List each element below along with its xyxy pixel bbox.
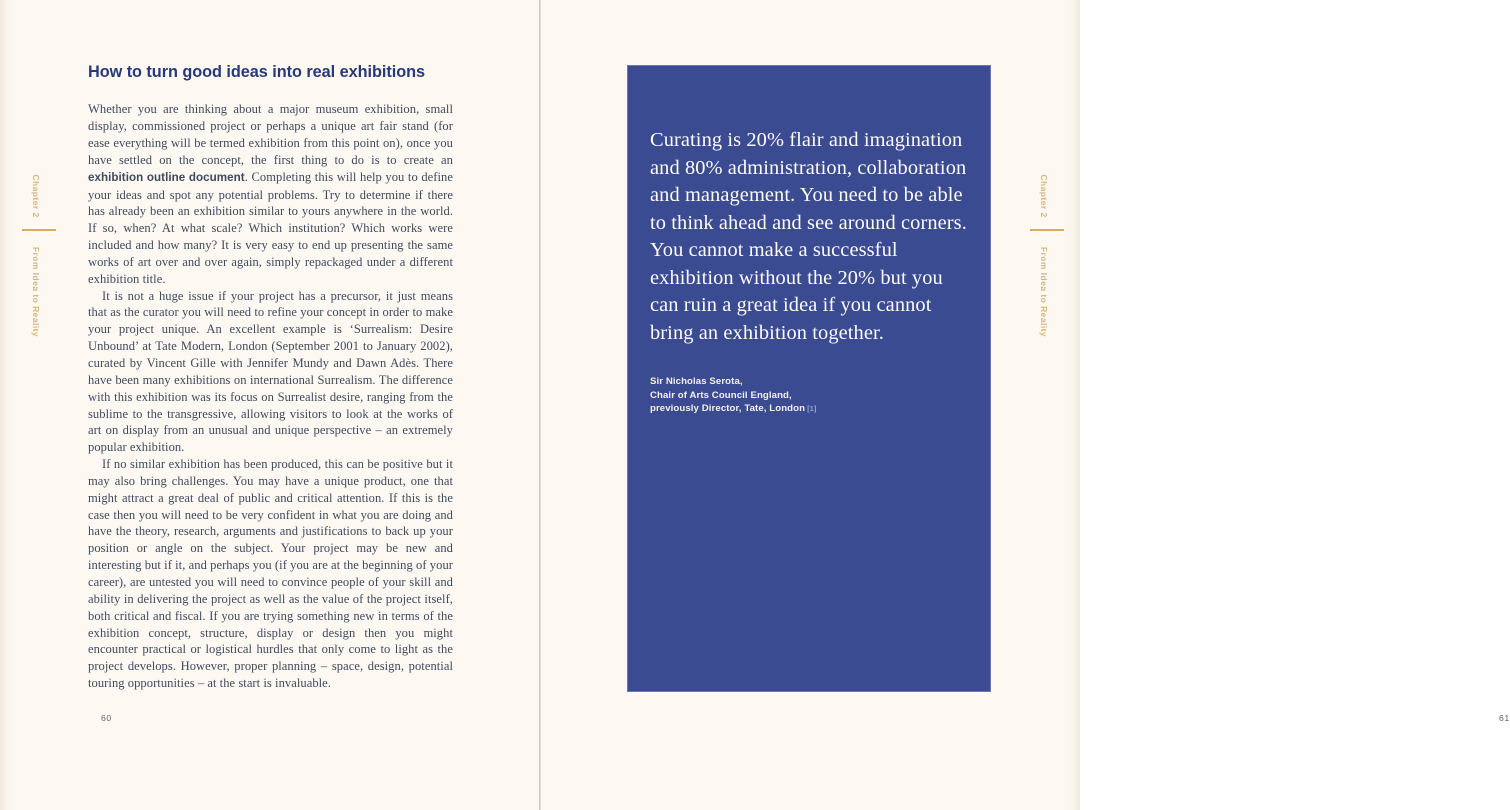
attribution-previous-role-text: previously Director, Tate, London [650,403,806,415]
attribution-previous-role [650,402,975,416]
running-head-section-right: From Idea to Reality [1039,246,1049,338]
right-running-head-rail [1016,0,1072,810]
left-page [0,0,539,810]
paragraph-1-trailing-text: . Completing this will help you to define your ideas and spot any potential problems. Try to determine if there has already been an exhibition similar to yours anywhere in the world. If so, when? At what scale? Which institution? Which works were included and how many? It is very easy to end up presenting the same works of art over and over again, simply repackaged under a different exhibition title. [88,169,453,286]
running-head-section-left: From Idea to Reality [31,246,41,338]
pull-quote-text: Curating is 20% flair and imagination and 80% administration, collaboration and management. You need to be able to think ahead and see around corners. You cannot make a successful exhibition without the 20% but you can ruin a great idea if you cannot bring an exhibition together. [650,129,967,344]
left-page-text-column [88,62,453,692]
folio-left: 60 [101,713,112,723]
pull-quote-panel [627,65,991,692]
footnote-reference-1: [1] [807,404,817,414]
pull-quote-attribution [650,375,975,416]
body-paragraph-2: It is not a huge issue if your project has a precursor, it just means that as the curator you will need to refine your concept in order to make your project unique. An excellent example is ‘Surrealism: Desire Unbound’ at Tate Modern, London (September 2001 to January 2002), curated by Vincent Gille with Jennifer Mundy and Dawn Adès. There have been many exhibitions on international Surrealism. The difference with this exhibition was its focus on Surrealist desire, ranging from the sublime to the transgressive, allowing visitors to look at the works of art on display from an unusual and unique perspective – an extremely popular exhibition. [88,288,453,455]
left-running-head-rail [8,0,64,810]
running-head-chapter-right: Chapter 2 [1039,174,1049,218]
right-page [539,0,1510,810]
running-head-chapter-left: Chapter 2 [31,174,41,218]
running-head-divider-right [1030,229,1064,231]
running-head-divider-left [22,229,56,231]
pull-quote-content [650,127,975,416]
attribution-name: Sir Nicholas Serota, [650,376,743,387]
exhibition-outline-document-term: exhibition outline document [88,170,245,184]
attribution-role: Chair of Arts Council England, [650,389,792,401]
paragraph-1-lead-text: Whether you are thinking about a major museum exhibition, small display, commissioned project or perhaps a unique art fair stand (for ease everything will be termed exhibition from this point on), once you have settled on the concept, the first thing to do is to create an [88,102,453,167]
page-title: How to turn good ideas into real exhibitions [88,63,426,81]
folio-right: 61 [1499,713,1510,723]
body-paragraph-1 [88,101,453,287]
body-paragraph-3: If no similar exhibition has been produced, this can be positive but it may also bring challenges. You may have a unique product, one that might attract a great deal of public and critical attention. If this is the case then you will need to be very confident in what you are doing and have the theory, research, arguments and justifications to back up your position or angle on the subject. Your project may be new and interesting but if it, and perhaps you (if you are at the beginning of your career), are untested you will need to convince people of your skill and ability in delivering the project as well as the value of the project itself, both critical and fiscal. If you are trying something new in terms of the exhibition concept, structure, display or design then you might encounter practical or logistical hurdles that only come to light as the project develops. However, proper planning – space, design, potential touring opportunities – at the start is invaluable. [88,457,453,691]
